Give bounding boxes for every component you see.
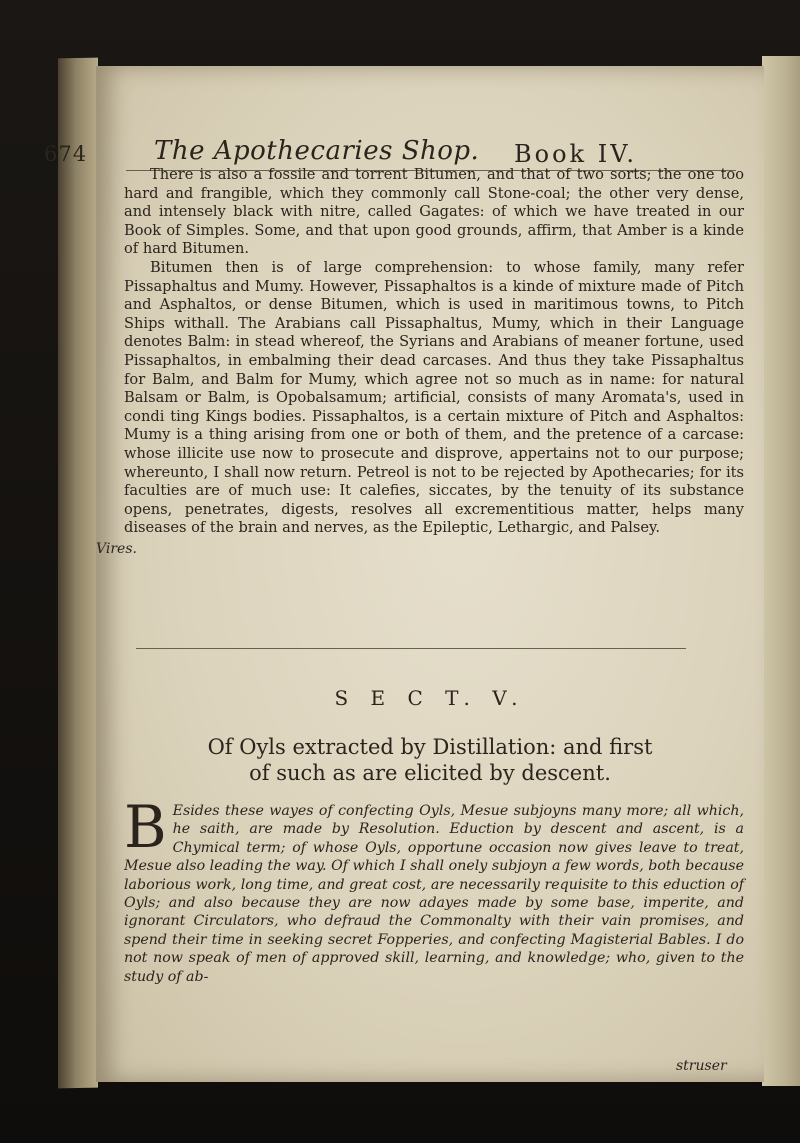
book-page	[44, 66, 764, 1082]
catchword: struser	[676, 1058, 727, 1074]
section-title-line-2: of such as are elicited by descent.	[249, 761, 611, 785]
paragraph-1: There is also a fossile and torrent Bitumen, and that of two sorts; the one too hard and frangible, which they commonly call Stone-coal; the other very dense, and intensely black with nitre, called Gagates: of which we have treated in our Book of Simples. Some, and that upon good grounds, affirm, that Amber is a kinde of hard Bitumen.	[124, 166, 744, 258]
section-paragraph	[124, 793, 744, 986]
running-title: The Apothecaries Shop.	[154, 136, 480, 166]
section-paragraph-text: Esides these wayes of confecting Oyls, Mesue subjoyns many more; all which, he saith, are made by Resolution. Eduction by descent and ascent, is a Chymical term; of whose Oyls, opportune occasion now gives leave to treat, Mesue also leading the way. Of which I shall onely subjoyn a few words, both because laborious work, long time, and great cost, are necessarily requisite to this eduction of Oyls; and also because they are now adayes made by some base, imperite, and ignorant Circulators, who defraud the Commonalty with their vain promises, and spend their time in seeking secret Fopperies, and confecting Magisterial Bables. I do not now speak of men of approved skill, learning, and knowledge; who, given to the study of ab-	[124, 803, 744, 985]
margin-note: Vires.	[96, 541, 137, 557]
main-text	[124, 166, 744, 538]
section-rule	[136, 648, 686, 649]
section-title-line-1: Of Oyls extracted by Distillation: and first	[207, 735, 653, 759]
section-label: S E C T. V.	[334, 686, 526, 710]
page-fore-edge-right	[762, 56, 800, 1086]
paragraph-2: Bitumen then is of large comprehension: to whose family, many refer Pissaphaltus and Mumy. However, Pissaphaltos is a kinde of mixture made of Pitch and Asphaltos, or dense Bitumen, which is used in maritimous towns, to Pitch Ships withall. The Arabians call Pissaphaltus, Mumy, which in their Language denotes Balm: in stead whereof, the Syrians and Arabians of meaner fortune, used Pissaphaltos, in embalming their dead carcases. And thus they take Pissaphaltus for Balm, and Balm for Mumy, which agree not so much as in name: for natural Balsam or Balm, is Opobalsamum; artificial, consists of many Aromata's, used in condi ting Kings bodies. Pissaphaltos, is a certain mixture of Pitch and Asphaltos: Mumy is a thing arising from one or both of them, and the pretence of a carcase: whose illicite use now to prosecute and disprove, appertains not to our purpose; whereunto, I shall now return. Petreol is not to be rejected by Apothecaries; for its faculties are of much use: It calefies, siccates, by the tenuity of its substance opens, penetrates, digests, resolves all excrementitious matter, helps many diseases of the brain and nerves, as the Epileptic, Lethargic, and Palsey.	[124, 258, 744, 537]
drop-cap: B	[124, 793, 167, 861]
section-title	[96, 734, 764, 786]
book-label: Book IV.	[514, 140, 637, 168]
page-fore-edge-left	[58, 58, 98, 1089]
page-number: 674	[44, 142, 88, 166]
